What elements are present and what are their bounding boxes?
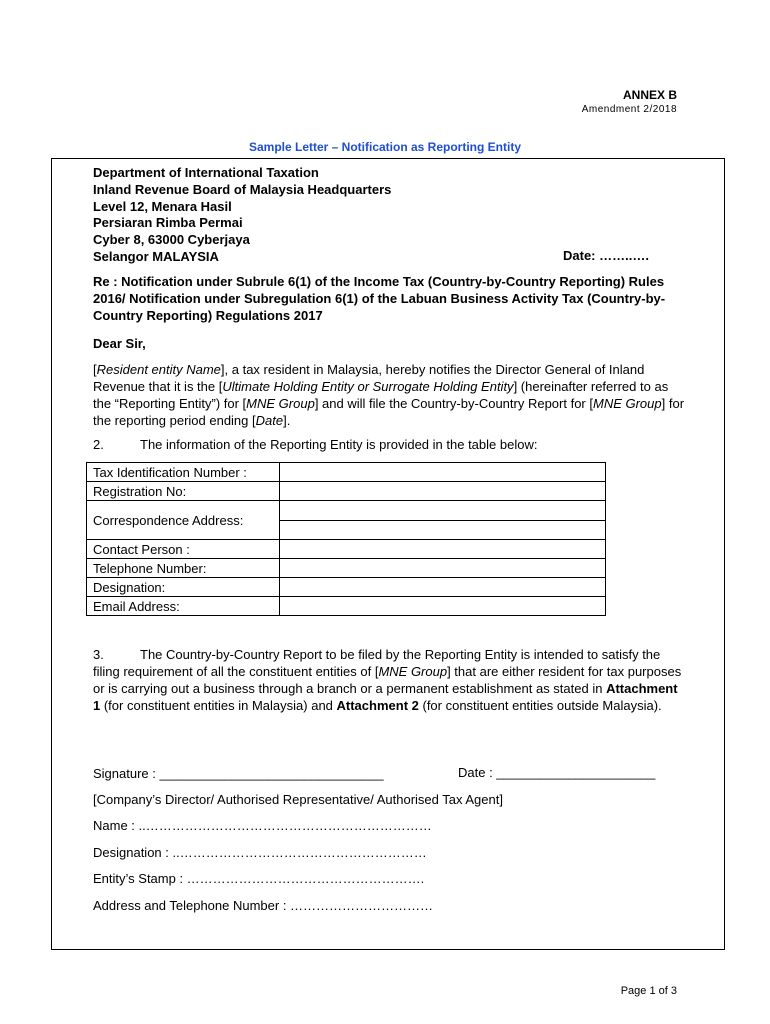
value-field[interactable]	[280, 559, 606, 578]
placeholder-mne-group: MNE Group	[246, 396, 315, 411]
value-field[interactable]	[280, 482, 606, 501]
table-row	[87, 501, 606, 521]
value-field[interactable]	[280, 597, 606, 616]
table-row	[87, 482, 606, 501]
placeholder-date: Date	[255, 413, 284, 428]
attachment-1-ref: Attachment 1	[93, 681, 678, 713]
name-line: Name : ..…………………………………………………………	[93, 818, 432, 833]
placeholder-mne-group: MNE Group	[592, 396, 662, 411]
address-line: Level 12, Menara Hasil	[93, 198, 232, 214]
page-number: Page 1 of 3	[620, 985, 677, 997]
stamp-line: Entity’s Stamp : ……………………………………………….	[93, 871, 425, 886]
row-label: Telephone Number:	[87, 559, 280, 578]
table-row	[87, 578, 606, 597]
representative-line: [Company’s Director/ Authorised Representative/ Authorised Tax Agent]	[93, 792, 503, 807]
subject-line: Re : Notification under Subrule 6(1) of the Income Tax (Country-by-Country Reporting) Rules 2016/ Notification under Subregulation 6(1) of the Labuan Business Activity Tax (Country-by-Country Reporting) Regulations 2017	[93, 274, 666, 323]
table-row	[87, 463, 606, 482]
value-field[interactable]	[280, 520, 606, 540]
paragraph-2: 2. The information of the Reporting Entity is provided in the table below:	[93, 437, 538, 452]
signature-date-line: Date : ______________________	[458, 765, 656, 780]
placeholder-mne-group: MNE Group	[378, 664, 448, 679]
attachment-2-ref: Attachment 2	[336, 698, 419, 713]
value-field[interactable]	[280, 501, 606, 521]
value-field[interactable]	[280, 463, 606, 482]
address-line: Department of International Taxation	[93, 165, 319, 180]
row-label: Correspondence Address:	[87, 501, 280, 540]
salutation: Dear Sir,	[93, 336, 146, 351]
placeholder-entity-name: Resident entity Name	[96, 362, 221, 377]
address-line: Selangor MALAYSIA	[93, 248, 219, 264]
row-label: Email Address:	[87, 597, 280, 616]
placeholder-entity-type: Ultimate Holding Entity or Surrogate Holding Entity	[222, 379, 514, 394]
paragraph-1: [Resident entity Name], a tax resident in Malaysia, hereby notifies the Director General of Inland Revenue that it is the [Ultimate Holding Entity or Surrogate Holding Entity] (hereinafter referred to as the “Reporting Entity”) for [MNE Group] and will file the Country-by-Country Report for [MNE Group] for the reporting period ending [Date].	[93, 362, 685, 428]
row-label: Tax Identification Number :	[87, 463, 280, 482]
address-line: Inland Revenue Board of Malaysia Headquarters	[93, 181, 392, 197]
address-phone-line: Address and Telephone Number : ……………………………	[93, 898, 434, 913]
row-label: Contact Person :	[87, 540, 280, 559]
letter-date: Date: ……..….	[563, 248, 649, 263]
annex-label: ANNEX B	[622, 88, 677, 102]
row-label: Registration No:	[87, 482, 280, 501]
paragraph-3: 3. The Country-by-Country Report to be filed by the Reporting Entity is intended to satisfy the filing requirement of all the constituent entities of [MNE Group] that are either resident for tax purposes or is carrying out a business through a branch or a permanent establishment as stated in Attachment 1 (for constituent entities in Malaysia) and Attachment 2 (for constituent entities outside Malaysia).	[93, 647, 682, 713]
address-line: Cyber 8, 63000 Cyberjaya	[93, 232, 250, 248]
value-field[interactable]	[280, 540, 606, 559]
value-field[interactable]	[280, 578, 606, 597]
amendment-label: Amendment 2/2018	[581, 104, 677, 115]
letter-title: Sample Letter – Notification as Reporting Entity	[248, 140, 522, 154]
table-row	[87, 597, 606, 616]
designation-line: Designation : ..…………………………………………………	[93, 845, 427, 860]
table-row	[87, 559, 606, 578]
address-line: Persiaran Rimba Permai	[93, 215, 243, 231]
signature-line: Signature : _______________________________	[93, 766, 384, 781]
reporting-entity-table	[86, 462, 606, 616]
row-label: Designation:	[87, 578, 280, 597]
table-row	[87, 540, 606, 559]
